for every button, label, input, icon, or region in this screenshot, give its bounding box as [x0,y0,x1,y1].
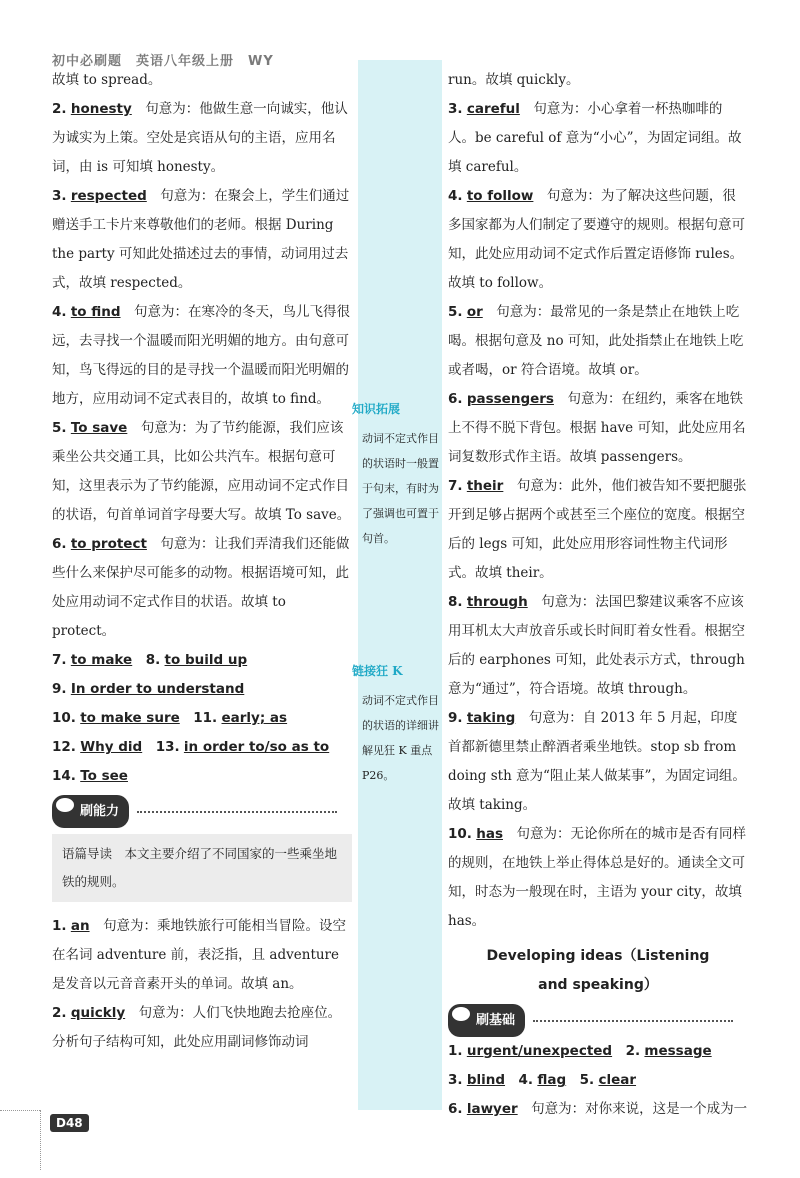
answer-word: or [466,304,483,320]
section-badge: 刷能力 [52,795,129,828]
short-answer-row: 10. to make sure 11. early; as [52,710,288,726]
divider [137,811,337,813]
short-answer-row: 7. to make 8. to build up [52,652,248,668]
short-answer-row: 14. To see [52,768,128,784]
answer-item: 6. passengers 句意为：在纽约，乘客在地铁上不得不脱下背包。根据 have 可知，此处应用名词复数形式作主语。故填 passengers。 [448,391,746,465]
answer-item: 2. quickly 句意为：人们飞快地跑去抢座位。分析句子结构可知，此处应用副词修饰动词 [52,1005,342,1050]
corner-divider [0,1110,40,1111]
answer-word: To save [70,420,128,436]
answer-item: 4. to follow 句意为：为了解决这些问题，很多国家都为人们制定了要遵守的规则。根据句意可知，此处应用动词不定式作后置定语修饰 rules。故填 to follow。 [448,188,745,291]
answer-word: honesty [70,101,132,117]
answer-word: their [466,478,504,494]
answer-word: an [70,918,90,934]
answer-item: 5. or 句意为：最常见的一条是禁止在地铁上吃喝。根据句意及 no 可知，此处指禁止在地铁上吃或者喝，or 符合语境。故填 or。 [448,304,744,378]
answer-item: 6. lawyer 句意为：对你来说，这是一个成为一 [448,1101,748,1117]
answer-item: 3. careful 句意为：小心拿着一杯热咖啡的人。be careful of 意为“小心”，为固定词组。故填 careful。 [448,101,742,175]
answer-item: 9. taking 句意为：自 2013 年 5 月起，印度首都新德里禁止醉酒者乘坐地铁。stop sb from doing sth 意为“阻止某人做某事”，为固定词组。故填 taking。 [448,710,746,813]
answer-word: careful [466,101,520,117]
right-column [448,66,748,1124]
answer-word: through [466,594,528,610]
answer-word: lawyer [466,1101,518,1117]
section-title-line1: Developing ideas（Listening [486,948,710,964]
answer-item: 1. an 句意为：乘地铁旅行可能相当冒险。设空在名词 adventure 前，表泛指，且 adventure 是发音以元音音素开头的单词。故填 an。 [52,918,347,992]
divider [533,1020,733,1022]
side-note-knowledge: 动词不定式作目的状语时一般置于句末，有时为了强调也可置于句首。 [362,432,439,545]
answer-item: 8. through 句意为：法国巴黎建议乘客不应该用耳机太大声放音乐或长时间盯着女性看。根据空后的 earphones 可知，此处表示方式，through 意为“通过”，符合语境。故填 through。 [448,594,745,697]
answer-item: 7. their 句意为：此外，他们被告知不要把腿张开到足够占据两个或甚至三个座位的宽度。根据空后的 legs 可知，此处应用形容词性物主代词形式。故填 their。 [448,478,747,581]
side-tag-link: 链接狂 K [352,664,403,678]
answer-word: to find [70,304,121,320]
answer-word: taking [466,710,516,726]
answer-word: to protect [70,536,147,552]
side-note-link: 动词不定式作目的状语的详细讲解见狂 K 重点 P26。 [362,694,439,782]
short-answer-row: 9. In order to understand [52,681,245,697]
page-number: D48 [50,1114,89,1132]
side-tag-knowledge: 知识拓展 [352,402,401,416]
short-answer-row: 1. urgent/unexpected 2. message [448,1043,712,1059]
answer-item: 3. respected 句意为：在聚会上，学生们通过赠送手工卡片来尊敬他们的老师。根据 During the party 可知此处描述过去的事情，动词用过去式，故填 respected。 [52,188,350,291]
answer-word: to follow [466,188,534,204]
section-heading-ability [52,795,352,828]
reading-guide: 语篇导读 本文主要介绍了不同国家的一些乘坐地铁的规则。 [52,834,352,902]
answer-item: 2. honesty 句意为：他做生意一向诚实，他认为诚实为上策。空处是宾语从句的主语，应用名词，由 is 可知填 honesty。 [52,101,348,175]
answer-word: has [476,826,503,842]
answer-fragment: 故填 to spread。 [52,72,162,88]
answer-word: respected [70,188,147,204]
short-answer-row: 3. blind 4. flag 5. clear [448,1072,637,1088]
answer-item: 4. to find 句意为：在寒冷的冬天，鸟儿飞得很远，去寻找一个温暖而阳光明媚的地方。由句意可知，鸟飞得远的目的是寻找一个温暖而阳光明媚的地方，应用动词不定式表目的，故填 to find。 [52,304,351,407]
short-answer-row: 12. Why did 13. in order to/so as to [52,739,330,755]
answer-fragment: run。故填 quickly。 [448,72,580,88]
answer-item: 10. has 句意为：无论你所在的城市是否有同样的规则，在地铁上举止得体总是好的。通读全文可知，时态为一般现在时，主语为 your city，故填 has。 [448,826,746,929]
answer-item: 5. To save 句意为：为了节约能源，我们应该乘坐公共交通工具，比如公共汽车。根据句意可知，这里表示为了节约能源，应用动词不定式作目的状语，句首单词首字母要大写。故填 To save。 [52,420,351,523]
page-header: 初中必刷题 英语八年级上册 WY [52,54,274,69]
answer-word: quickly [70,1005,126,1021]
answer-word: passengers [466,391,554,407]
corner-divider [40,1110,41,1170]
section-heading-basic [448,1004,748,1037]
side-note-strip [358,60,442,1110]
section-title-line2: and speaking） [538,977,658,993]
section-badge: 刷基础 [448,1004,525,1037]
left-column [52,66,352,1057]
answer-item: 6. to protect 句意为：让我们弄清我们还能做些什么来保护尽可能多的动物。根据语境可知，此处应用动词不定式作目的状语。故填 to protect。 [52,536,350,639]
